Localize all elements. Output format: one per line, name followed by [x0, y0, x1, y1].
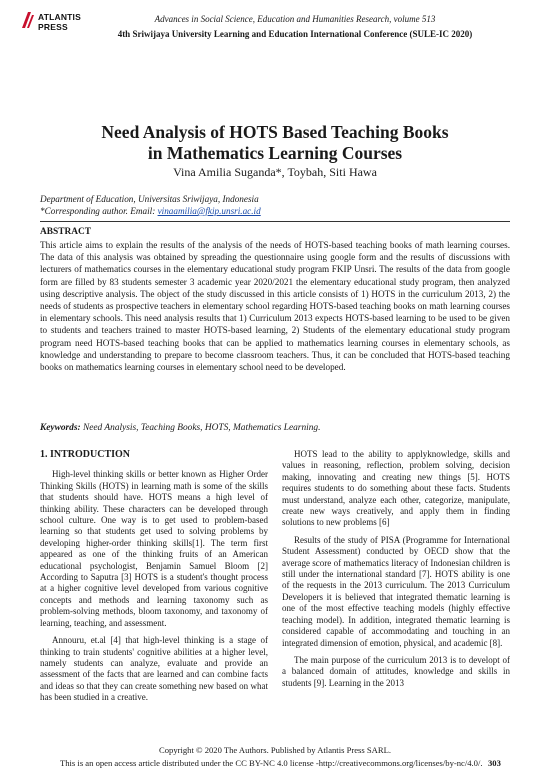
conference-header: 4th Sriwijaya University Learning and Education International Conference (SULE-IC 2020)	[117, 29, 473, 39]
keywords-text: Need Analysis, Teaching Books, HOTS, Mathematics Learning.	[80, 423, 321, 433]
page-number: 303	[488, 758, 501, 768]
right-column	[282, 449, 510, 695]
keywords	[40, 423, 320, 433]
divider	[40, 221, 510, 222]
corresponding-author: *Corresponding author. Email: vinaamilia@fkip.unsri.ac.id	[40, 206, 261, 216]
series-header: Advances in Social Science, Education and Humanities Research, volume 513	[154, 14, 436, 24]
license-notice: This is an open access article distributed under the CC BY-NC 4.0 license -http://creativecommons.org/licenses/by-nc/4.0/.	[60, 758, 483, 768]
left-column	[40, 449, 268, 710]
section-heading: 1. INTRODUCTION	[40, 449, 131, 460]
abstract-text: This article aims to explain the results of the analysis of the needs of HOTS-based teaching books of math learning courses. The data of this analysis was obtained by spreading the questionnaire using google form and the results of discussions with lecturers of mathematics courses in the elementary educational study program FKIP Unsri. The results of the data from google form are filled by 83 students semester 3 academic year 2020/2021 the elementary educational study program, then analyzed using descriptive analysis. The object of the study discussed in this article consists of 1) HOTS in the curriculum 2013, 2) the needs of students as prospective teachers in elementary school regarding HOTS-based teaching books on math learning courses in elementary schools. This need analysis results that 1) Curriculum 2013 expects HOTS-based learning to be used to be given to students and teachers trained to master HOTS-based learning, 2) Students of the elementary educational study program program need HOTS-based teaching books that can be applied to mathematics learning courses in elementary schools, as knowledge and understanding to prepare to become classroom teachers. Thus, it can be concluded that HOTS-based teaching books on mathematics learning courses in elementary school need to be developed.	[40, 240, 510, 373]
copyright-notice: Copyright © 2020 The Authors. Published by Atlantis Press SARL.	[159, 745, 391, 755]
paper-title: Need Analysis of HOTS Based Teaching Books in Mathematics Learning Courses	[101, 122, 449, 163]
paragraph: Results of the study of PISA (Programme for International Student Assessment) conducted by OECD show that the average score of mathematics literacy of Indonesian children is still under the international standard [7]. HOTS ability is one of the requests in the 2013 curriculum. The 2013 Curriculum Developers it is believed that integrated thematic learning is one of the most effective teaching models (highly effective teaching model). In addition, integrated thematic learning is considered capable of accommodating and touching in an integrated dimension of emotion, physical, and academic [8].	[282, 534, 510, 648]
email-link[interactable]: vinaamilia@fkip.unsri.ac.id	[157, 206, 261, 216]
paragraph: Annouru, et.al [4] that high-level thinking is a stage of thinking to train students' cognitive abilities at a higher level, namely students can analyze, evaluate and provide an assessment of the facts that are learned and can combine facts and ideas so that they can create something new based on what has been studied in a creative.	[40, 635, 268, 703]
keywords-label: Keywords:	[40, 423, 81, 433]
publisher-name: ATLANTIS PRESS	[38, 12, 81, 32]
paragraph: HOTS lead to the ability to applyknowledge, skills and values in reasoning, reflection, problem solving, decision making, innovating and creating new things [5]. HOTS requires students to do something about these facts. Students must understand, analyze each other, categorize, manipulate, create new ways creatively, and apply them in finding solutions to new problems [6]	[282, 449, 510, 528]
affiliation-block	[40, 193, 261, 217]
paragraph: High-level thinking skills or better known as Higher Order Thinking Skills (HOTS) in learning math is some of the skills that students should have. HOTS means a high level of thinking ability. These characters can be developed through school culture. One way is to get used to problem-based learning so that students get used to solving problems by developing higher-order thinking skills[1]. The term first appeared as one of the thinking fruits of an American educational psychologist, Benjamin Samuel Bloom [2] According to Saputra [3] HOTS is a student's thought process at a higher cognitive level developed from various cognitive concepts and methods and learning taxonomy such as problem-solving methods, bloom taxonomy, and taxonomy of learning, teaching, and assessment.	[40, 469, 268, 628]
abstract-heading: ABSTRACT	[40, 227, 92, 237]
paragraph: The main purpose of the curriculum 2013 is to developt of a balanced domain of attitudes, knowledge and skills in students [9]. Learning in the 2013	[282, 654, 510, 688]
paper-authors: Vina Amilia Suganda*, Toybah, Siti Hawa	[173, 165, 377, 179]
affiliation: Department of Education, Universitas Sriwijaya, Indonesia	[40, 194, 259, 204]
